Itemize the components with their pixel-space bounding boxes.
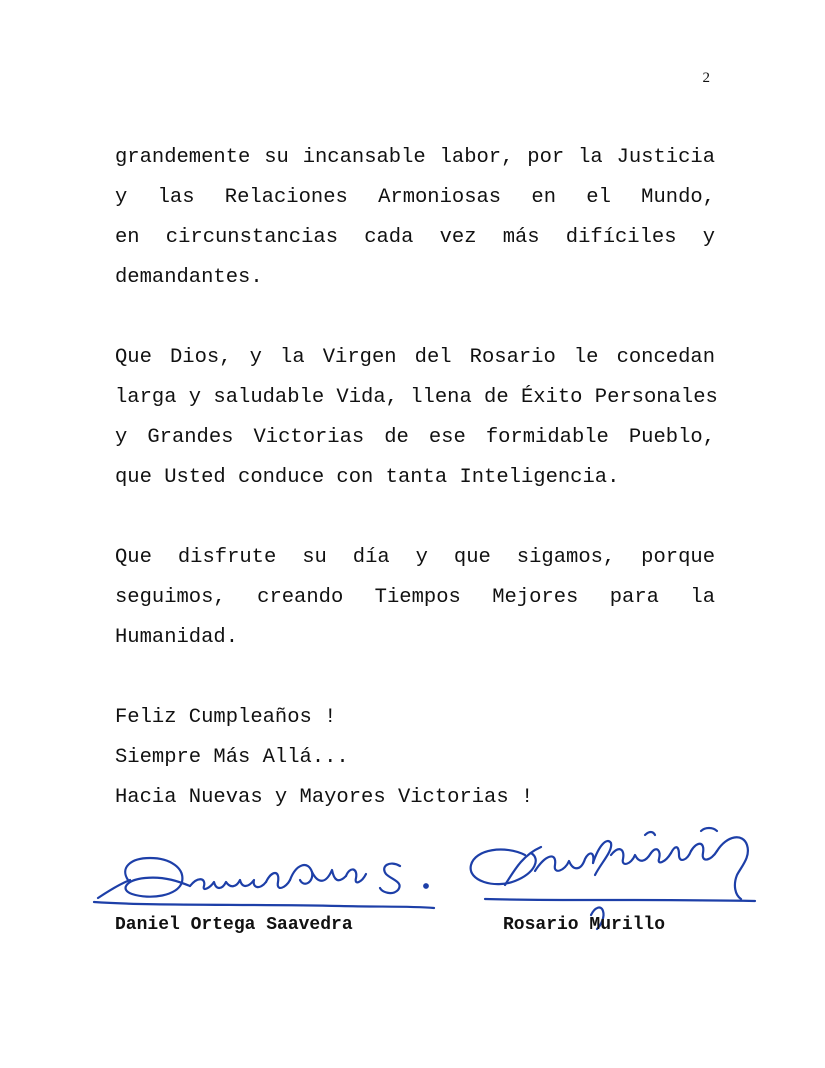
- paragraph-line: y Grandes Victorias de ese formidable Pueblo,: [115, 426, 715, 449]
- paragraph-line: grandemente su incansable labor, por la Justicia: [115, 146, 715, 169]
- paragraph-line: larga y saludable Vida, llena de Éxito Personales: [115, 386, 718, 409]
- closing-line: Hacia Nuevas y Mayores Victorias !: [115, 786, 534, 809]
- paragraph-1: [115, 138, 715, 298]
- page-number: 2: [702, 70, 710, 86]
- paragraph-line: Que Dios, y la Virgen del Rosario le concedan: [115, 346, 715, 369]
- closing-line: Siempre Más Allá...: [115, 746, 349, 769]
- paragraph-line: en circunstancias cada vez más difíciles y: [115, 226, 715, 249]
- paragraph-line: y las Relaciones Armoniosas en el Mundo,: [115, 186, 715, 209]
- signature-daniel-ortega: [90, 840, 440, 915]
- paragraph-line: Humanidad.: [115, 626, 239, 649]
- paragraph-line: que Usted conduce con tanta Inteligencia.: [115, 466, 620, 489]
- signer-name-daniel: Daniel Ortega Saavedra: [115, 915, 353, 935]
- closing-line: Feliz Cumpleaños !: [115, 706, 337, 729]
- paragraph-line: demandantes.: [115, 266, 263, 289]
- signer-name-rosario: Rosario Murillo: [503, 915, 666, 935]
- paragraph-3: [115, 538, 715, 658]
- paragraph-2: [115, 338, 718, 498]
- paragraph-line: Que disfrute su día y que sigamos, porque: [115, 546, 715, 569]
- letter-body: [115, 138, 718, 818]
- closing-block: [115, 698, 715, 818]
- paragraph-line: seguimos, creando Tiempos Mejores para la: [115, 586, 715, 609]
- signature-ink: [90, 840, 440, 915]
